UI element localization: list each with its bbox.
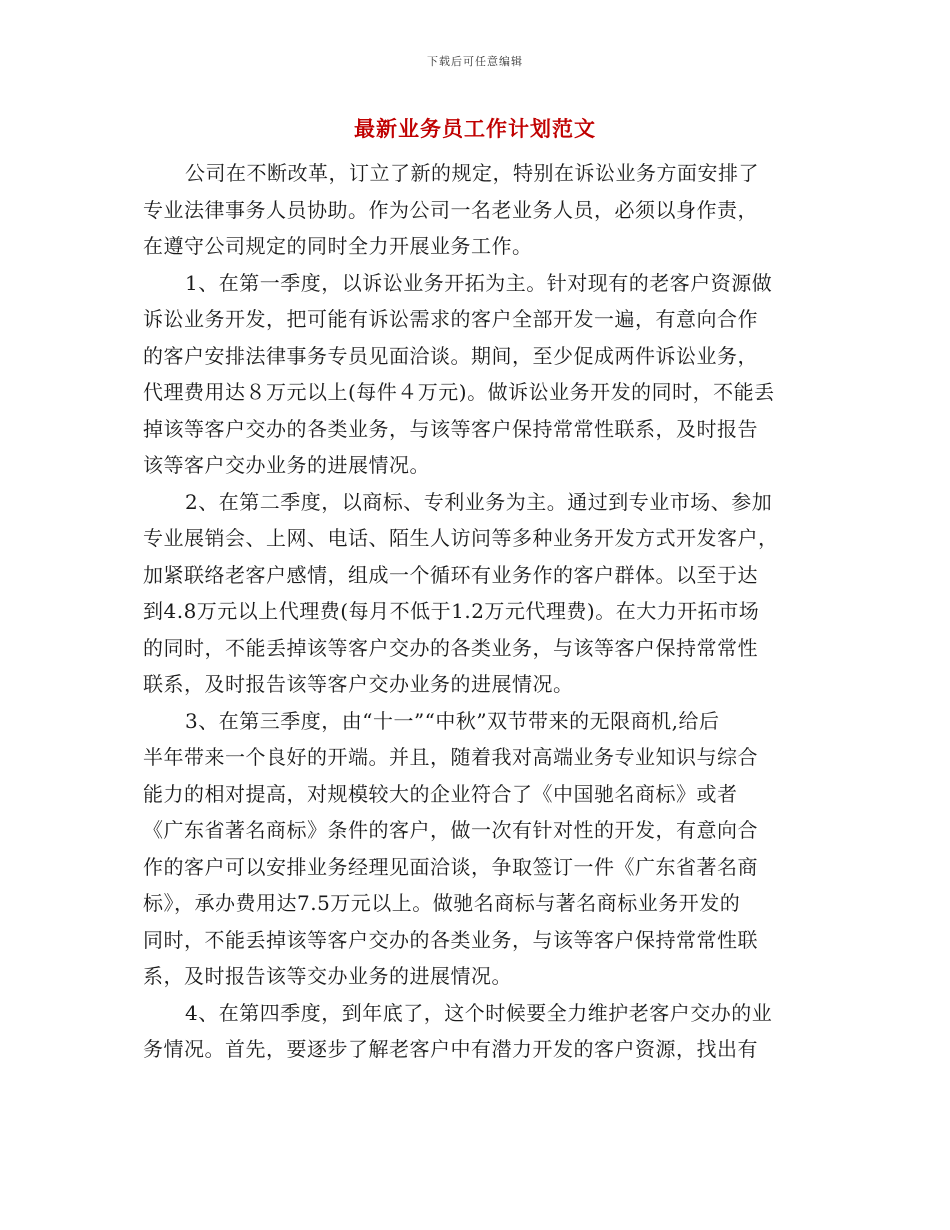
paragraph-line: 在遵守公司规定的同时全力开展业务工作。	[143, 234, 533, 258]
paragraph-line: 3、在第三季度，由“十一”“中秋”双节带来的无限商机,给后	[185, 708, 720, 733]
paragraph-line: 的同时，不能丢掉该等客户交办的各类业务，与该等客户保持常常性	[143, 635, 758, 660]
paragraph-line: 的客户安排法律事务专员见面洽谈。期间，至少促成两件诉讼业务，	[143, 343, 758, 368]
document-body	[143, 155, 813, 1068]
paragraph-line: 《广东省著名商标》条件的客户，做一次有针对性的开发，有意向合	[143, 818, 758, 842]
paragraph-line: 2、在第二季度，以商标、专利业务为主。通过到专业市场、参加	[185, 489, 773, 514]
paragraph-line: 诉讼业务开发，把可能有诉讼需求的客户全部开发一遍，有意向合作	[143, 307, 758, 331]
paragraph-line: 到4.8万元以上代理费(每月不低于1.2万元代理费)。在大力开拓市场	[143, 599, 760, 623]
paragraph-line: 能力的相对提高，对规模较大的企业符合了《中国驰名商标》或者	[143, 781, 738, 806]
paragraph-line: 半年带来一个良好的开端。并且，随着我对高端业务专业知识与综合	[143, 745, 758, 769]
document-title: 最新业务员工作计划范文	[354, 116, 596, 141]
paragraph-line: 4、在第四季度，到年底了，这个时候要全力维护老客户交办的业	[185, 1000, 773, 1025]
paragraph-line: 该等客户交办业务的进展情况。	[143, 453, 430, 477]
paragraph-line: 标》，承办费用达7.5万元以上。做驰名商标与著名商标业务开发的	[143, 891, 741, 915]
paragraph-line: 联系，及时报告该等客户交办业务的进展情况。	[143, 672, 574, 696]
header-note: 下载后可任意编辑	[427, 55, 523, 68]
paragraph-line: 专业展销会、上网、电话、陌生人访问等多种业务开发方式开发客户，	[143, 526, 779, 550]
paragraph-line: 同时，不能丢掉该等客户交办的各类业务，与该等客户保持常常性联	[143, 927, 758, 952]
paragraph-line: 掉该等客户交办的各类业务，与该等客户保持常常性联系，及时报告	[143, 416, 758, 441]
paragraph-line: 务情况。首先，要逐步了解老客户中有潜力开发的客户资源，找出有	[143, 1037, 758, 1061]
paragraph-line: 代理费用达８万元以上(每件４万元)。做诉讼业务开发的同时，不能丢	[143, 380, 775, 404]
paragraph-line: 公司在不断改革，订立了新的规定，特别在诉讼业务方面安排了	[185, 161, 759, 185]
paragraph-line: 作的客户可以安排业务经理见面洽谈，争取签订一件《广东省著名商	[143, 854, 758, 879]
paragraph-line: 系，及时报告该等交办业务的进展情况。	[143, 964, 512, 988]
paragraph-line: 加紧联络老客户感情，组成一个循环有业务作的客户群体。以至于达	[143, 562, 758, 587]
paragraph-line: 1、在第一季度，以诉讼业务开拓为主。针对现有的老客户资源做	[185, 270, 773, 295]
paragraph-line: 专业法律事务人员协助。作为公司一名老业务人员，必须以身作责，	[143, 197, 758, 222]
